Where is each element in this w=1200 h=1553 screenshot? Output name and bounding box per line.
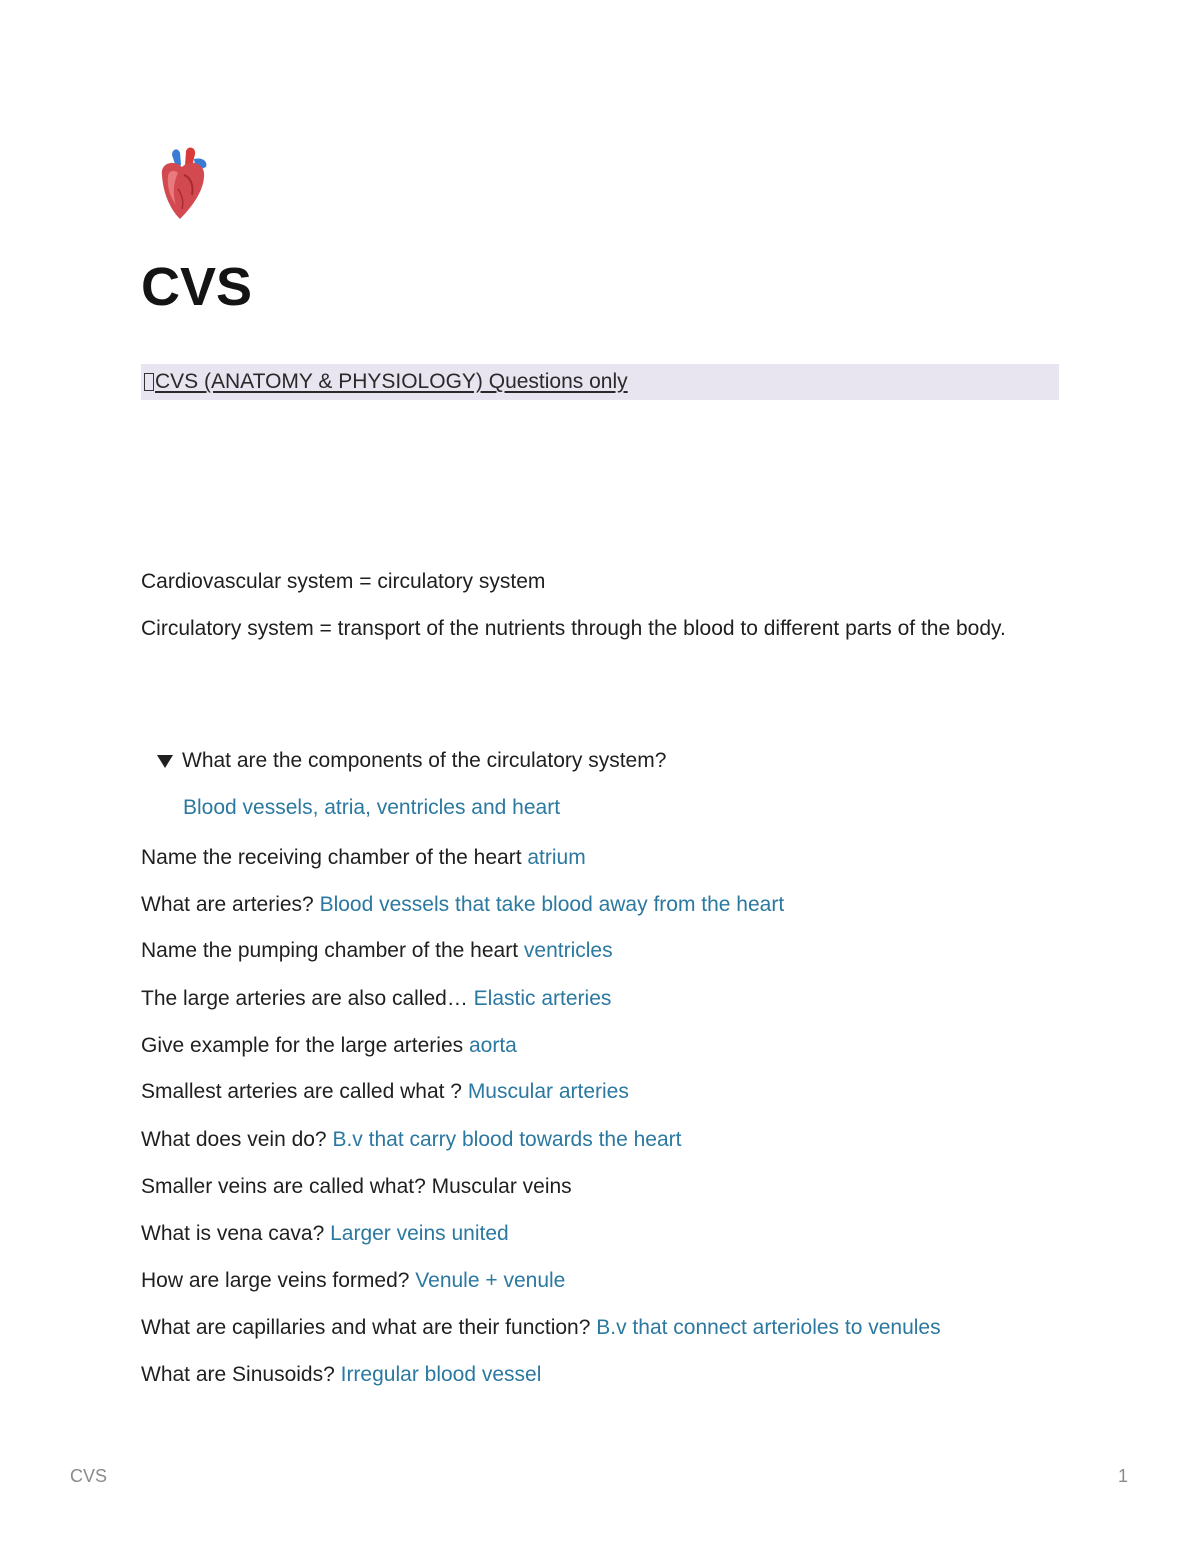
question-text: What are capillaries and what are their function? [141,1316,597,1339]
answer-text: atrium [527,846,586,869]
footer-page-number: 1 [1118,1466,1129,1486]
qa-item [141,840,586,875]
answer-text: Irregular blood vessel [340,1363,542,1386]
question-text: Smaller veins are called what? Muscular veins [141,1175,572,1198]
answer-text: ventricles [523,939,613,962]
question-text: Name the pumping chamber of the heart [141,939,524,962]
page-title: CVS [141,257,253,317]
anatomical-heart-icon [150,145,214,225]
answer-text: Muscular arteries [467,1080,629,1103]
definition-cardiovascular: Cardiovascular system = circulatory system [141,570,546,593]
page-link-icon [144,373,154,391]
question-text: Give example for the large arteries [141,1034,469,1057]
question-text: What does vein do? [141,1128,333,1151]
answer-text: Elastic arteries [473,987,612,1010]
toggle-open-triangle-icon[interactable] [157,755,173,768]
toggle-question: What are the components of the circulatory system? [182,749,667,772]
question-text: Smallest arteries are called what ? [141,1080,468,1103]
question-text: What are Sinusoids? [141,1363,341,1386]
toggle-components[interactable] [157,743,666,778]
qa-item [141,1263,565,1298]
qa-item [141,1216,509,1251]
footer-document-title: CVS [70,1466,108,1486]
linked-page-block[interactable] [141,364,1059,400]
qa-item [141,1169,572,1204]
toggle-answer: Blood vessels, atria, ventricles and heart [183,796,561,819]
qa-item [141,1310,941,1345]
qa-item [141,1357,541,1392]
question-text: Name the receiving chamber of the heart [141,846,528,869]
qa-item [141,981,611,1016]
question-text: What are arteries? [141,893,320,916]
qa-item [141,887,784,922]
qa-item [141,1028,517,1063]
qa-item [141,933,613,968]
question-text: How are large veins formed? [141,1269,416,1292]
answer-text: Blood vessels that take blood away from the heart [319,893,785,916]
qa-item [141,1074,629,1109]
question-text: What is vena cava? [141,1222,331,1245]
qa-item [141,1122,681,1157]
definition-circulatory: Circulatory system = transport of the nutrients through the blood to different parts of the body. [141,617,1006,640]
answer-text: aorta [468,1034,517,1057]
linked-page-title[interactable]: CVS (ANATOMY & PHYSIOLOGY) Questions only [155,370,628,393]
question-text: The large arteries are also called… [141,987,474,1010]
answer-text: Venule + venule [415,1269,566,1292]
answer-text: B.v that carry blood towards the heart [332,1128,682,1151]
answer-text: B.v that connect arterioles to venules [596,1316,941,1339]
answer-text: Larger veins united [330,1222,509,1245]
